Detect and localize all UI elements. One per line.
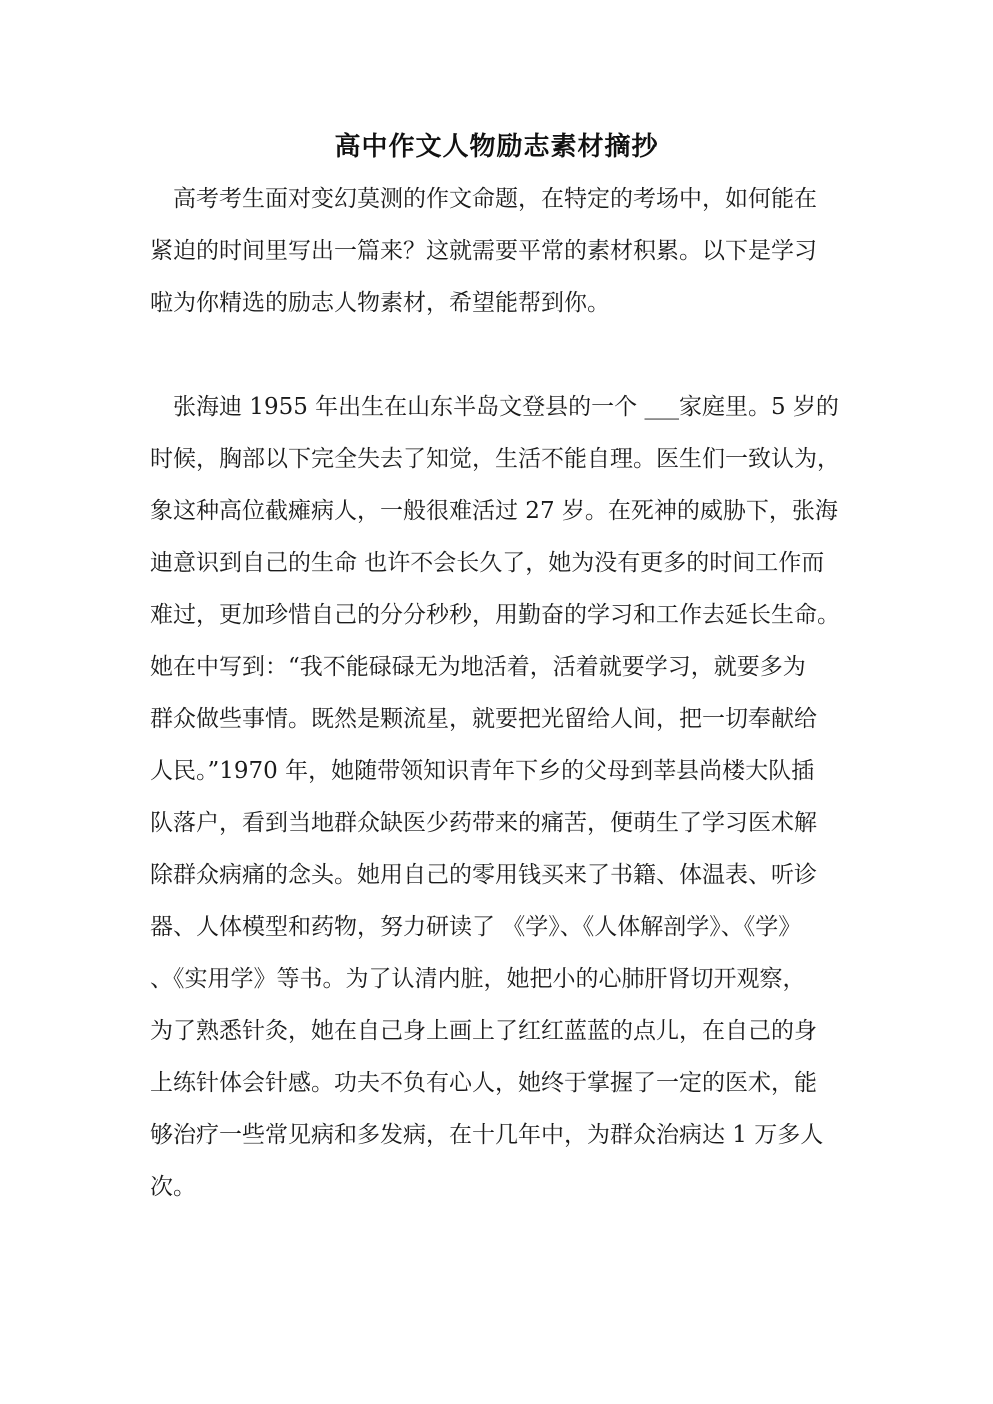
text-line: 群众做些事情。既然是颗流星，就要把光留给人间，把一切奉献给 (150, 706, 817, 732)
text-line: 够治疗一些常见病和多发病，在十几年中，为群众治病达 1 万多人 (150, 1122, 824, 1148)
text-line: 她在中写到：“我不能碌碌无为地活着，活着就要学习，就要多为 (150, 654, 806, 680)
text-line: 高考考生面对变幻莫测的作文命题，在特定的考场中，如何能在 (173, 186, 817, 212)
text-line: 、《实用学》等书。为了认清内脏，她把小的心肺肝肾切开观察， (150, 966, 806, 992)
text-line: 为了熟悉针灸，她在自己身上画上了红红蓝蓝的点儿，在自己的身 (150, 1018, 817, 1044)
text-line: 时候，胸部以下完全失去了知觉，生活不能自理。医生们一致认为， (150, 446, 840, 472)
text-line: 人民。”1970 年，她随带领知识青年下乡的父母到莘县尚楼大队插 (150, 758, 815, 784)
text-line: 队落户，看到当地群众缺医少药带来的痛苦，便萌生了学习医术解 (150, 810, 817, 836)
text-line: 张海迪 1955 年出生在山东半岛文登县的一个 ___家庭里。5 岁的 (173, 394, 839, 420)
text-line: 除群众病痛的念头。她用自己的零用钱买来了书籍、体温表、听诊 (150, 862, 817, 888)
text-line: 次。 (150, 1174, 196, 1200)
text-line: 啦为你精选的励志人物素材，希望能帮到你。 (150, 290, 610, 316)
text-line: 迪意识到自己的生命 也许不会长久了，她为没有更多的时间工作而 (150, 550, 825, 576)
text-line: 象这种高位截瘫病人，一般很难活过 27 岁。在死神的威胁下，张海 (150, 498, 838, 524)
text-line: 上练针体会针感。功夫不负有心人，她终于掌握了一定的医术，能 (150, 1070, 817, 1096)
text-line: 器、人体模型和药物，努力研读了 《学》、《人体解剖学》、《学》 (150, 914, 802, 940)
document-title: 高中作文人物励志素材摘抄 (334, 132, 659, 162)
intro-paragraph (150, 173, 850, 329)
story-paragraph (150, 381, 850, 1213)
text-line: 紧迫的时间里写出一篇来？这就需要平常的素材积累。以下是学习 (150, 238, 817, 264)
text-line: 难过，更加珍惜自己的分分秒秒，用勤奋的学习和工作去延长生命。 (150, 602, 840, 628)
